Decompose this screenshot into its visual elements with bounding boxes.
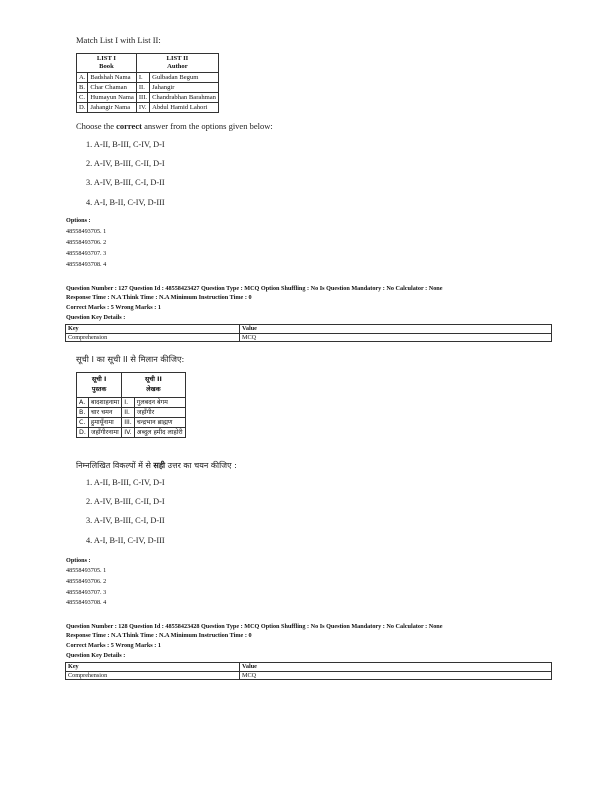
question-instruction-hindi: सूची I का सूची II से मिलान कीजिए: bbox=[76, 354, 185, 364]
option-id: 48558493706. 2 bbox=[66, 578, 107, 585]
question-meta: Response Time : N.A Think Time : N.A Minimum Instruction Time : 0 bbox=[66, 632, 252, 639]
list2-header: LIST II Author bbox=[136, 54, 218, 73]
question-marks: Correct Marks : 5 Wrong Marks : 1 bbox=[66, 642, 161, 649]
question-key-table: Key Value Comprehension MCQ bbox=[65, 324, 552, 342]
choose-instruction: Choose the correct answer from the options given below: bbox=[76, 121, 273, 131]
option-1: 1. A-II, B-III, C-IV, D-I bbox=[86, 478, 165, 487]
match-table bbox=[76, 53, 219, 113]
list1-header: LIST I Book bbox=[77, 54, 137, 73]
question-key-table: Key Value Comprehension MCQ bbox=[65, 662, 552, 680]
question-meta: Question Number : 128 Question Id : 48558423428 Question Type : MCQ Option Shuffling : No Is Question Mandatory : No Calculator : None bbox=[66, 623, 443, 630]
choose-instruction-hindi: निम्नलिखित विकल्पों में से सही उत्तर का चयन कीजिए : bbox=[76, 461, 237, 470]
table-row: D. जहाँगीरनामा IV. अब्दुल हमीद लाहोरी bbox=[77, 428, 186, 438]
option-id: 48558493705. 1 bbox=[66, 567, 107, 574]
option-3: 3. A-IV, B-III, C-I, D-II bbox=[86, 178, 165, 187]
question-marks: Correct Marks : 5 Wrong Marks : 1 bbox=[66, 304, 161, 311]
question-instruction: Match List I with List II: bbox=[76, 35, 161, 45]
option-2: 2. A-IV, B-III, C-II, D-I bbox=[86, 159, 165, 168]
table-row: B. Char Chaman II. Jahangir bbox=[77, 83, 219, 93]
question-meta: Response Time : N.A Think Time : N.A Minimum Instruction Time : 0 bbox=[66, 294, 252, 301]
table-row: C. हुमायूँनामा III. चन्द्रभान ब्राह्मण bbox=[77, 418, 186, 428]
list1-header: सूची I पुस्तक bbox=[77, 373, 122, 398]
option-id: 48558493707. 3 bbox=[66, 250, 107, 257]
options-label: Options : bbox=[66, 217, 91, 224]
list2-header: सूची II लेखक bbox=[122, 373, 185, 398]
option-id: 48558493708. 4 bbox=[66, 261, 107, 268]
table-row: A. Badshah Nama I. Gulbadan Begum bbox=[77, 73, 219, 83]
table-row: A. बादशाहनामा I. गुलबदन बेगम bbox=[77, 398, 186, 408]
table-row: D. Jahangir Nama IV. Abdul Hamid Lahori bbox=[77, 103, 219, 113]
option-4: 4. A-I, B-II, C-IV, D-III bbox=[86, 536, 165, 545]
option-id: 48558493707. 3 bbox=[66, 589, 107, 596]
option-1: 1. A-II, B-III, C-IV, D-I bbox=[86, 140, 165, 149]
question-key-details: Question Key Details : bbox=[66, 652, 126, 659]
question-meta: Question Number : 127 Question Id : 48558423427 Question Type : MCQ Option Shuffling : No Is Question Mandatory : No Calculator : None bbox=[66, 285, 443, 292]
option-3: 3. A-IV, B-III, C-I, D-II bbox=[86, 516, 165, 525]
table-row: B. चार चमन II. जहाँगीर bbox=[77, 408, 186, 418]
option-4: 4. A-I, B-II, C-IV, D-III bbox=[86, 198, 165, 207]
match-table-hindi bbox=[76, 372, 186, 438]
table-row: C. Humayun Nama III. Chandrabhan Barahman bbox=[77, 93, 219, 103]
question-key-details: Question Key Details : bbox=[66, 314, 126, 321]
option-id: 48558493706. 2 bbox=[66, 239, 107, 246]
option-2: 2. A-IV, B-III, C-II, D-I bbox=[86, 497, 165, 506]
option-id: 48558493705. 1 bbox=[66, 228, 107, 235]
option-id: 48558493708. 4 bbox=[66, 599, 107, 606]
options-label: Options : bbox=[66, 557, 91, 564]
